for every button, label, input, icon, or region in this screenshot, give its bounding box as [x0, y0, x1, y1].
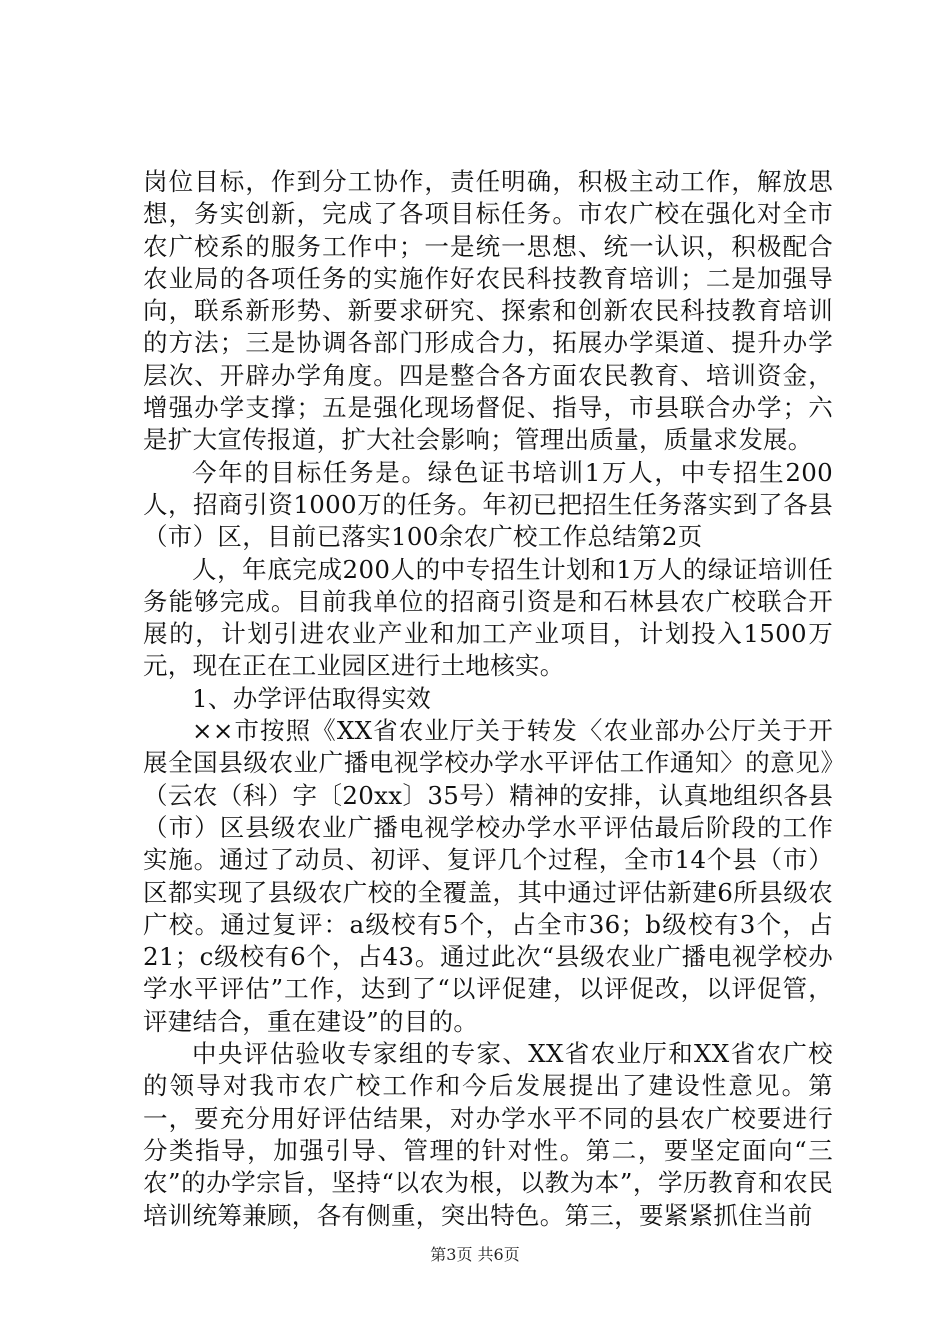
total-pages: 共6页 — [477, 1245, 520, 1264]
page-footer — [0, 1245, 950, 1265]
document-body — [143, 166, 833, 1232]
section-heading: 1、办学评估取得实效 — [192, 683, 432, 713]
page-number: 第3页 — [430, 1245, 473, 1264]
paragraph-3: 人，年底完成200人的中专招生计划和1万人的绿证培训任务能够完成。目前我单位的招商引资是和石林县农广校联合开展的，计划引进农业产业和加工产业项目，计划投入1500万元，现在正在工业园区进行土地核实。 — [143, 554, 833, 681]
paragraph-2: 今年的目标任务是。绿色证书培训1万人，中专招生200人，招商引资1000万的任务。年初已把招生任务落实到了各县（市）区，目前已落实100余农广校工作总结第2页 — [143, 457, 833, 552]
paragraph-1: 岗位目标，作到分工协作，责任明确，积极主动工作，解放思想，务实创新，完成了各项目标任务。市农广校在强化对全市农广校系的服务工作中；一是统一思想、统一认识，积极配合农业局的各项任务的实施作好农民科技教育培训；二是加强导向，联系新形势、新要求研究、探索和创新农民科技教育培训的方法；三是协调各部门形成合力，拓展办学渠道、提升办学层次、开辟办学角度。四是整合各方面农民教育、培训资金，增强办学支撑；五是强化现场督促、指导，市县联合办学；六是扩大宣传报道，扩大社会影响；管理出质量，质量求发展。 — [143, 167, 833, 455]
paragraph-5: ××市按照《XX省农业厅关于转发〈农业部办公厅关于开展全国县级农业广播电视学校办学水平评估工作通知〉的意见》（云农（科）字〔20xx〕35号）精神的安排，认真地组织各县（市）区县级农业广播电视学校办学水平评估最后阶段的工作实施。通过了动员、初评、复评几个过程，全市14个县（市）区都实现了县级农广校的全覆盖，其中通过评估新建6所县级农广校。通过复评：a级校有5个，占全市36；b级校有3个，占21；c级校有6个，占43。通过此次“县级农业广播电视学校办学水平评估”工作，达到了“以评促建，以评促改，以评促管，评建结合，重在建设”的目的。 — [143, 716, 833, 1036]
paragraph-6: 中央评估验收专家组的专家、XX省农业厅和XX省农广校的领导对我市农广校工作和今后发展提出了建设性意见。第一，要充分用好评估结果，对办学水平不同的县农广校要进行分类指导，加强引导、管理的针对性。第二，要坚定面向“三农”的办学宗旨，坚持“以农为根，以教为本”，学历教育和农民培训统筹兼顾，各有侧重，突出特色。第三，要紧紧抓住当前 — [143, 1039, 833, 1230]
